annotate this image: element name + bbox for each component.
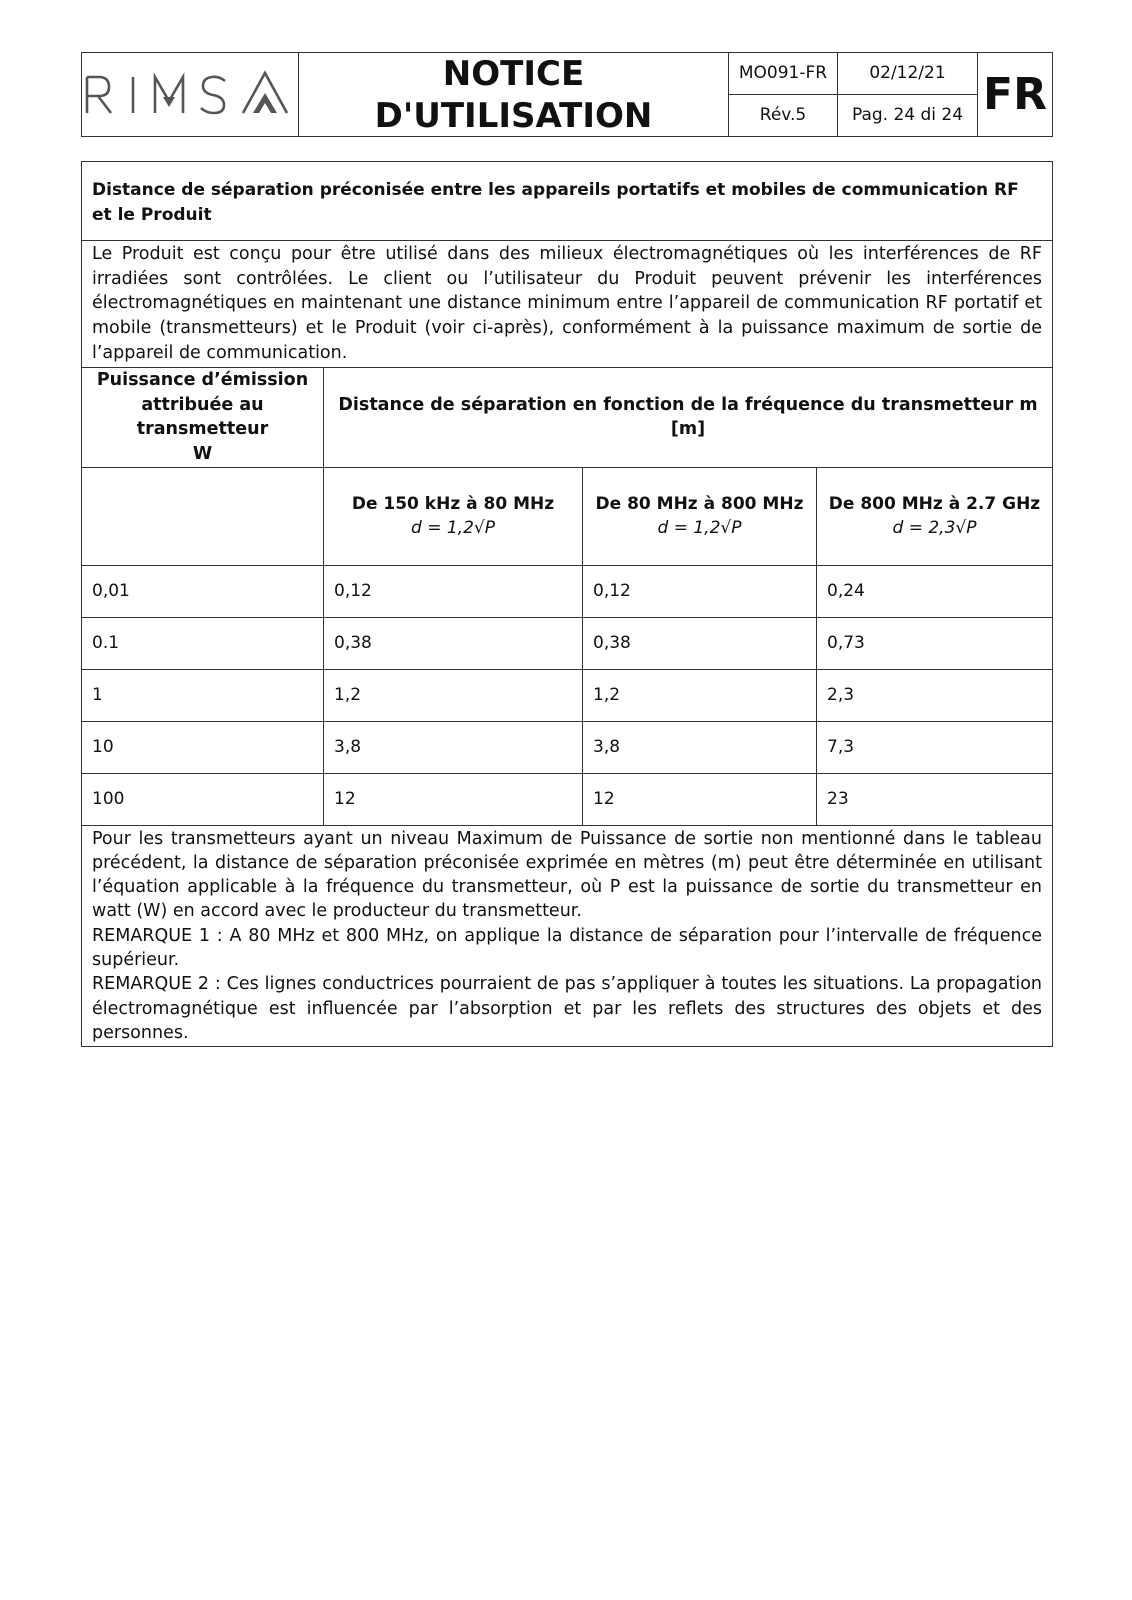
table-row <box>82 670 1052 722</box>
notes-paragraph: Pour les transmetteurs ayant un niveau Maximum de Puissance de sortie non mentionné dans le tableau précédent, la distance de séparation préconisée exprimée en mètres (m) peut être déterminée en utilisant l’équation applicable à la fréquence du transmetteur, où P est la puissance de sortie du transmetteur en watt (W) en accord avec le producteur du transmetteur. <box>92 828 1042 922</box>
distance-value: 12 <box>583 774 817 825</box>
power-value: 10 <box>82 722 324 773</box>
title-line-2: D'UTILISATION <box>374 95 653 136</box>
power-header-line: transmetteur <box>136 419 269 440</box>
remark-2: REMARQUE 2 : Ces lignes conductrices pourraient de pas s’appliquer à toutes les situations. La propagation électromagnétique est influencée par l’absorption et par les reflets des structures des objets et des personnes. <box>92 974 1042 1043</box>
power-header-unit: W <box>192 443 213 464</box>
language-code: FR <box>983 69 1047 120</box>
power-value: 1 <box>82 670 324 721</box>
distance-value: 1,2 <box>324 670 583 721</box>
band-formula: d = 1,2√P <box>411 518 495 539</box>
empty-cell <box>82 468 324 565</box>
remark-1: REMARQUE 1 : A 80 MHz et 800 MHz, on applique la distance de séparation pour l’intervalle de fréquence supérieur. <box>92 925 1042 970</box>
distance-value: 1,2 <box>583 670 817 721</box>
document-meta <box>729 53 978 136</box>
table-header-row <box>82 368 1052 468</box>
doc-code: MO091-FR <box>729 53 838 95</box>
distance-value: 0,73 <box>827 633 865 654</box>
title-line-1: NOTICE <box>442 53 585 94</box>
distance-column-header: Distance de séparation en fonction de la fréquence du transmetteur m [m] <box>338 394 1038 440</box>
band-header-2 <box>583 468 817 565</box>
distance-value: 2,3 <box>827 685 855 706</box>
distance-value: 0,24 <box>827 581 865 602</box>
section-intro: Le Produit est conçu pour être utilisé dans des milieux électromagnétiques où les interférences de RF irradiées sont contrôlées. Le client ou l’utilisateur du Produit peuvent prévenir les interférences électromagnétiques en maintenant une distance minimum entre l’appareil de communication RF portatif et mobile (transmetteurs) et le Produit (voir ci-après), conformément à la puissance maximum de sortie de l’appareil de communication. <box>82 241 1052 368</box>
doc-date: 02/12/21 <box>838 53 977 95</box>
band-header-3 <box>817 468 1052 565</box>
band-header-1 <box>324 468 583 565</box>
distance-value: 7,3 <box>827 737 855 758</box>
table-row <box>82 774 1052 826</box>
distance-value: 0,38 <box>324 618 583 669</box>
band-label: De 80 MHz à 800 MHz <box>595 494 804 515</box>
distance-value: 12 <box>324 774 583 825</box>
band-formula: d = 2,3√P <box>892 518 977 539</box>
section-title: Distance de séparation préconisée entre les appareils portatifs et mobiles de communication RF et le Produit <box>82 162 1052 241</box>
table-row <box>82 566 1052 618</box>
power-header-line: Puissance d’émission <box>96 370 309 391</box>
distance-value: 3,8 <box>324 722 583 773</box>
distance-value: 23 <box>827 789 849 810</box>
separation-distance-table <box>81 161 1053 1047</box>
table-notes <box>82 826 1052 1047</box>
power-value: 100 <box>82 774 324 825</box>
band-label: De 150 kHz à 80 MHz <box>351 494 555 515</box>
frequency-band-row <box>82 468 1052 566</box>
doc-revision: Rév.5 <box>729 95 838 137</box>
page-number: Pag. 24 di 24 <box>851 105 964 126</box>
band-label: De 800 MHz à 2.7 GHz <box>828 494 1041 515</box>
power-header-line: attribuée au <box>141 394 264 415</box>
document-header <box>81 52 1053 137</box>
table-row <box>82 722 1052 774</box>
power-value: 0,01 <box>82 566 324 617</box>
distance-value: 0,12 <box>583 566 817 617</box>
power-value: 0.1 <box>82 618 324 669</box>
rimsa-logo-icon <box>83 67 297 123</box>
power-column-header <box>82 368 324 467</box>
logo-cell <box>82 53 299 136</box>
table-row <box>82 618 1052 670</box>
distance-value: 3,8 <box>583 722 817 773</box>
band-formula: d = 1,2√P <box>657 518 742 539</box>
document-title <box>299 53 729 136</box>
rimsa-logo <box>83 67 297 123</box>
distance-value: 0,38 <box>583 618 817 669</box>
distance-value: 0,12 <box>324 566 583 617</box>
